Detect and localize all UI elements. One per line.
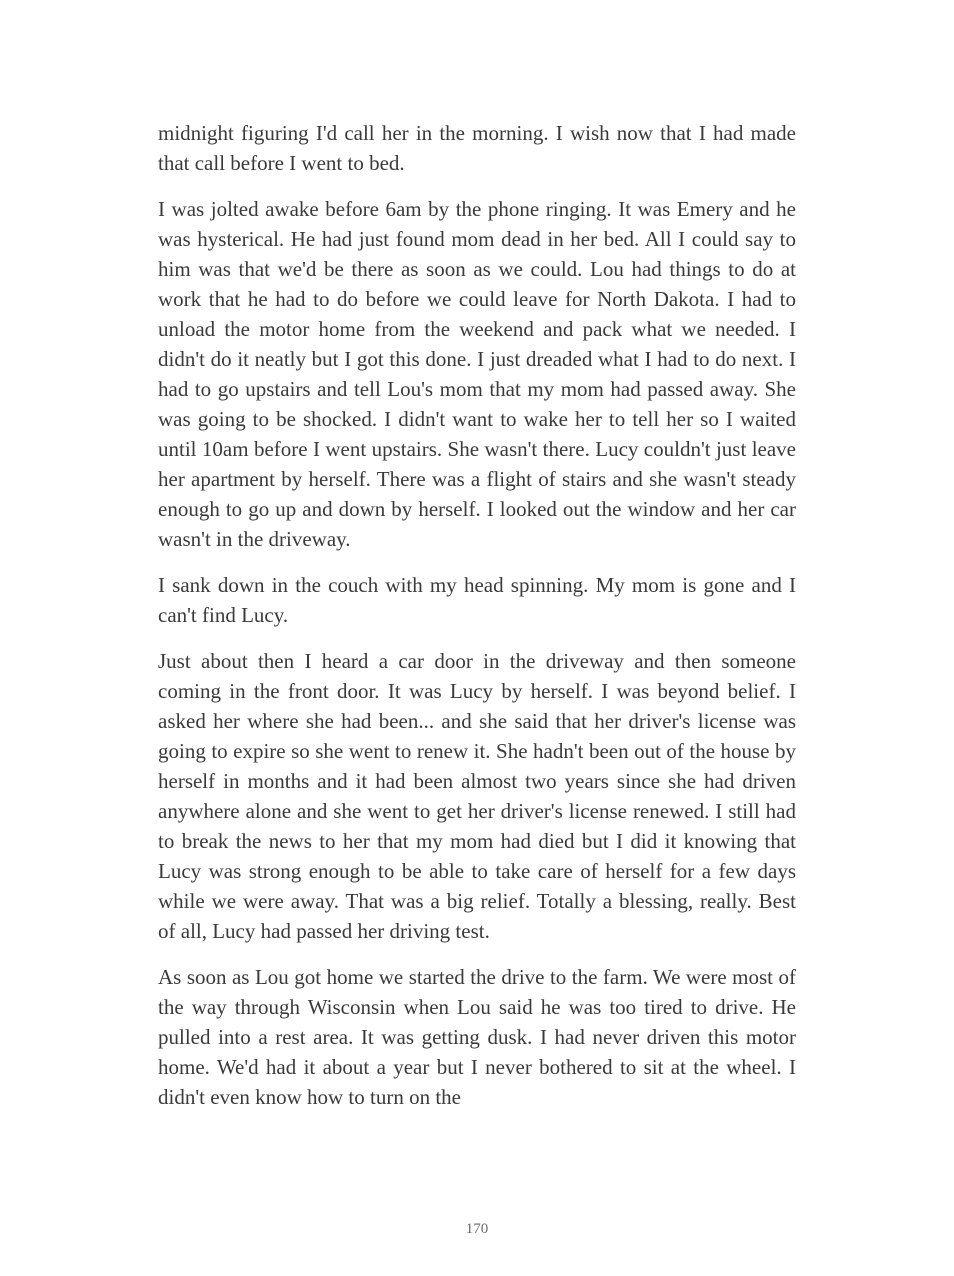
paragraph-4: Just about then I heard a car door in the driveway and then someone coming in the front door. It was Lucy by herself. I was beyond belief. I asked her where she had been... and she said that her driver's license was going to expire so she went to renew it. She hadn't been out of the house by herself in months and it had been almost two years since she had driven anywhere alone and she went to get her driver's license renewed. I still had to break the news to her that my mom had died but I did it knowing that Lucy was strong enough to be able to take care of herself for a few days while we were away. That was a big relief. Totally a blessing, really. Best of all, Lucy had passed her driving test. bbox=[158, 649, 796, 943]
paragraph-2: I was jolted awake before 6am by the phone ringing. It was Emery and he was hysterical. He had just found mom dead in her bed. All I could say to him was that we'd be there as soon as we could. Lou had things to do at work that he had to do before we could leave for North Dakota. I had to unload the motor home from the weekend and pack what we needed. I didn't do it neatly but I got this done. I just dreaded what I had to do next. I had to go upstairs and tell Lou's mom that my mom had passed away. She was going to be shocked. I didn't want to wake her to tell her so I waited until 10am before I went upstairs. She wasn't there. Lucy couldn't just leave her apartment by herself. There was a flight of stairs and she wasn't steady enough to go up and down by herself. I looked out the window and her car wasn't in the driveway. bbox=[158, 197, 796, 551]
paragraph-5: As soon as Lou got home we started the drive to the farm. We were most of the way through Wisconsin when Lou said he was too tired to drive. He pulled into a rest area. It was getting dusk. I had never driven this motor home. We'd had it about a year but I never bothered to sit at the wheel. I didn't even know how to turn on the bbox=[158, 965, 796, 1109]
paragraph-1: midnight figuring I'd call her in the morning. I wish now that I had made that call before I went to bed. bbox=[158, 121, 796, 175]
paragraph-3: I sank down in the couch with my head spinning. My mom is gone and I can't find Lucy. bbox=[158, 573, 796, 627]
page-number: 170 bbox=[465, 1221, 489, 1237]
page-body bbox=[158, 118, 796, 1128]
